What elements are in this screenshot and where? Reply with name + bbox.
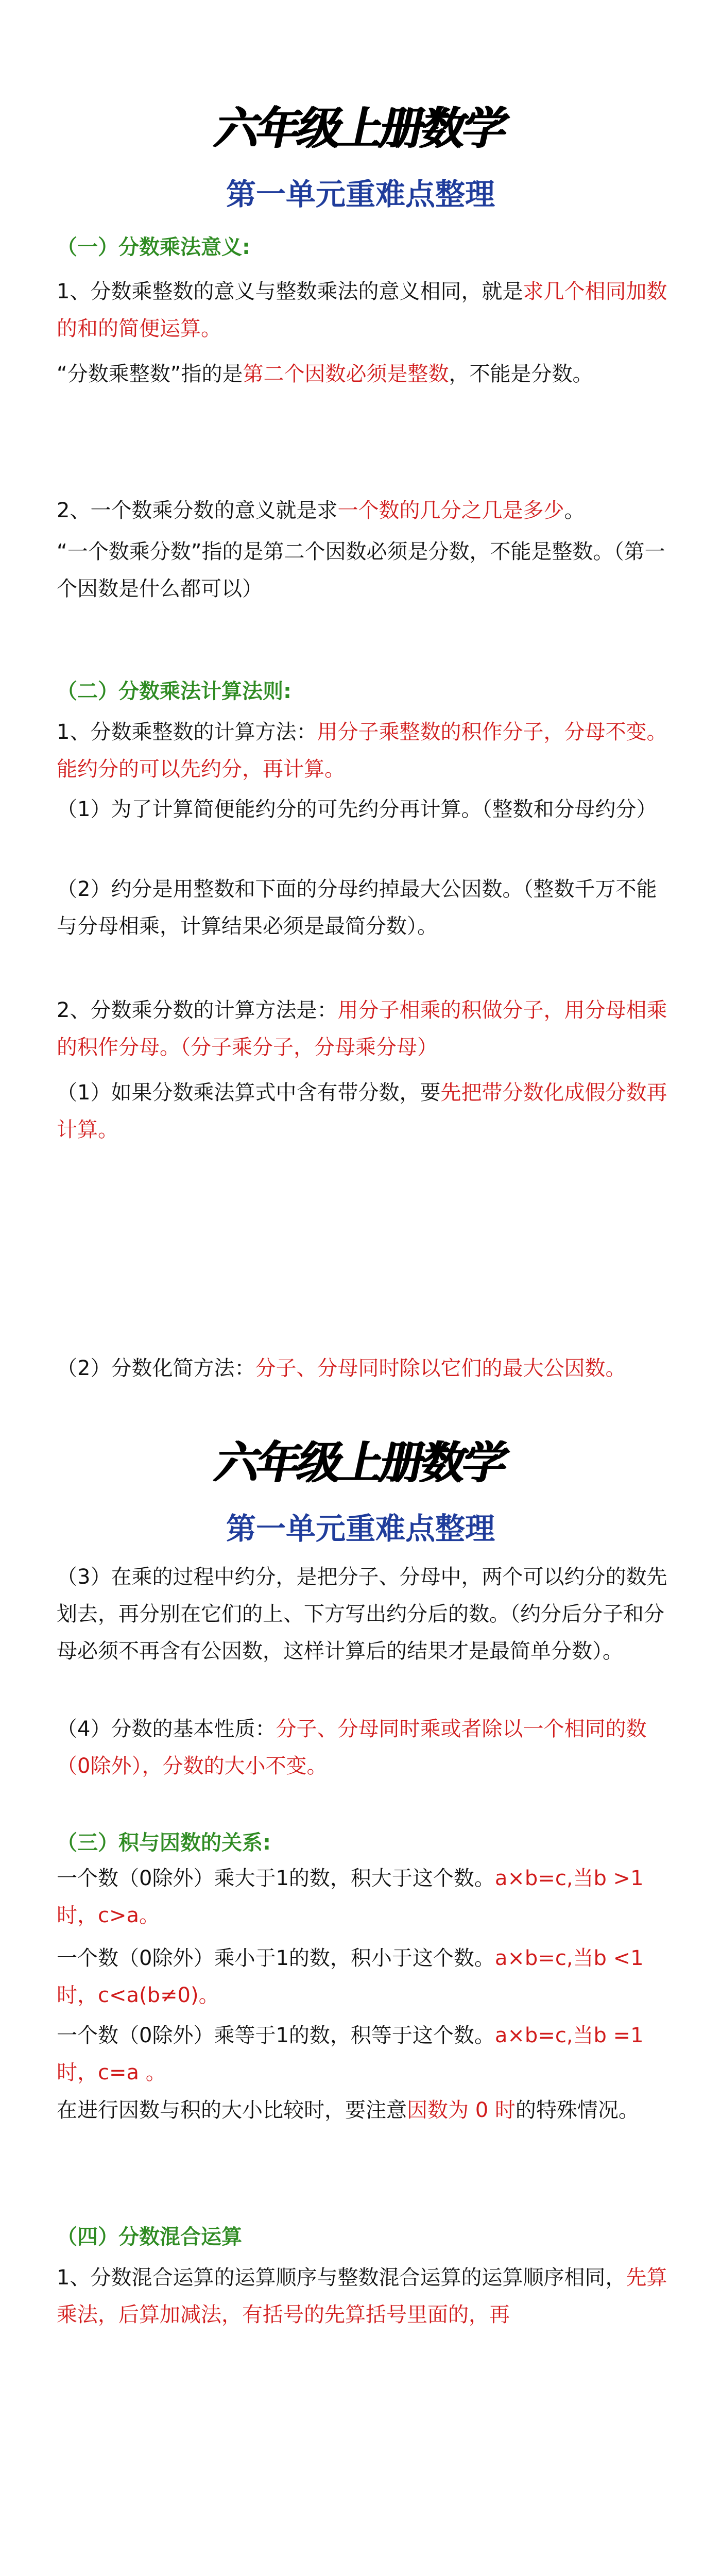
paragraph: （3）在乘的过程中约分，是把分子、分母中，两个可以约分的数先划去，再分别在它们的上、下方写出约分后的数。（约分后分子和分母必须不再含有公因数，这样计算后的结果才是最简单分数）。 [57, 1565, 667, 1663]
paragraph: 一个数（0除外）乘小于1的数，积小于这个数。a×b=c,当b <1时，c<a(b≠0)。 [57, 1946, 644, 2007]
paragraph: （2）分数化简方法：分子、分母同时除以它们的最大公因数。 [57, 1357, 626, 1380]
page-heading: 第一单元重难点整理 [226, 177, 495, 212]
paragraph: 2、分数乘分数的计算方法是：用分子相乘的积做分子，用分母相乘的积作分母。（分子乘分子，分母乘分母） [57, 998, 667, 1059]
section-title: （一）分数乘法意义: [57, 235, 250, 259]
section-title: （四）分数混合运算 [57, 2225, 242, 2249]
section-title: （三）积与因数的关系: [57, 1831, 271, 1855]
paragraph: 2、一个数乘分数的意义就是求一个数的几分之几是多少。 [57, 499, 585, 522]
paragraph: 在进行因数与积的大小比较时，要注意因数为 0 时的特殊情况。 [57, 2098, 639, 2122]
paragraph: “分数乘整数”指的是第二个因数必须是整数，不能是分数。 [57, 362, 593, 386]
section-title: （二）分数乘法计算法则: [57, 680, 291, 703]
paragraph: 一个数（0除外）乘大于1的数，积大于这个数。a×b=c,当b >1时，c>a。 [57, 1867, 644, 1927]
brand-title: 六年级上册数学 [210, 1437, 509, 1489]
paragraph: 1、分数混合运算的运算顺序与整数混合运算的运算顺序相同，先算乘法，后算加减法，有括号的先算括号里面的，再 [57, 2266, 667, 2327]
paragraph: （1）为了计算简便能约分的可先约分再计算。（整数和分母约分） [57, 798, 657, 821]
paragraph: （1）如果分数乘法算式中含有带分数，要先把带分数化成假分数再计算。 [57, 1081, 667, 1142]
paragraph: “一个数乘分数”指的是第二个因数必须是分数，不能是整数。（第一个因数是什么都可以） [57, 540, 665, 601]
brand-title: 六年级上册数学 [210, 103, 509, 155]
paragraph: （4）分数的基本性质：分子、分母同时乘或者除以一个相同的数（0除外），分数的大小不变。 [57, 1717, 647, 1778]
paragraph: （2）约分是用整数和下面的分母约掉最大公因数。（整数千万不能与分母相乘，计算结果必须是最简分数）。 [57, 877, 657, 938]
paragraph: 1、分数乘整数的意义与整数乘法的意义相同，就是求几个相同加数的和的简便运算。 [57, 280, 667, 341]
paragraph: 1、分数乘整数的计算方法：用分子乘整数的积作分子，分母不变。能约分的可以先约分，再计算。 [57, 720, 667, 781]
paragraph: 一个数（0除外）乘等于1的数，积等于这个数。a×b=c,当b =1时，c=a 。 [57, 2024, 644, 2084]
page-heading: 第一单元重难点整理 [226, 1511, 495, 1546]
page-2 [0, 1412, 721, 2576]
